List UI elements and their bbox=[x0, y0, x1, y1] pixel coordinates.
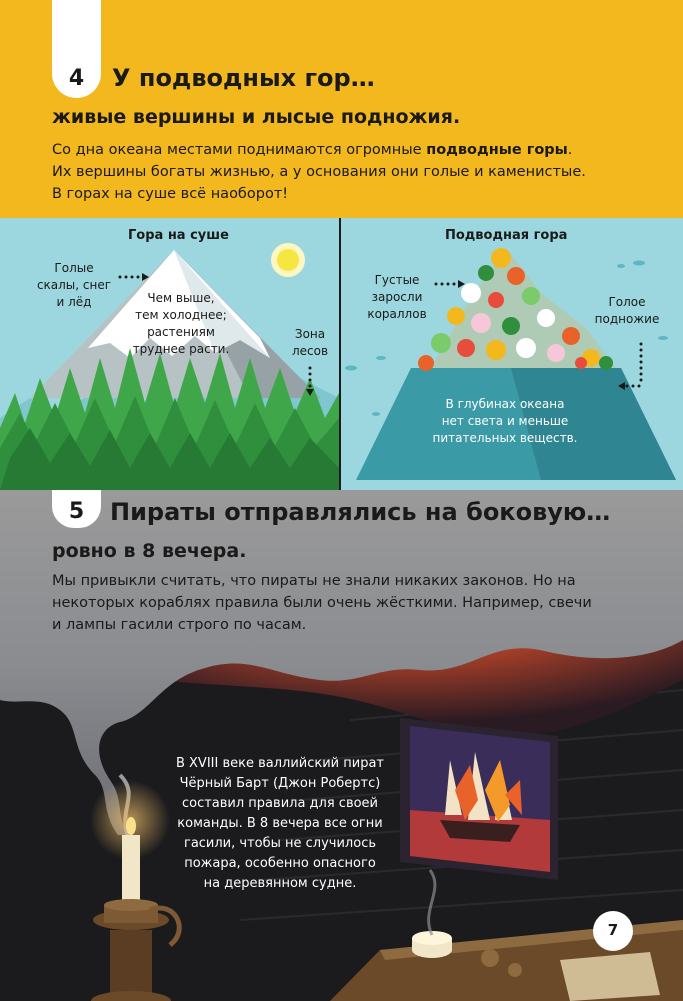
label-forest-zone: Зона лесов bbox=[291, 327, 329, 358]
section-5-body-line-3: и лампы гасили строго по часам. bbox=[52, 617, 307, 633]
seamount-illustration bbox=[341, 218, 683, 490]
section-5-number-tab bbox=[52, 490, 101, 528]
sea-panel-title: Подводная гора bbox=[445, 228, 568, 243]
section-5-body-line-1: Мы привыкли считать, что пираты не знали никаких законов. Но на bbox=[52, 573, 576, 589]
page-number: 7 bbox=[607, 921, 619, 939]
land-mountain-panel bbox=[0, 218, 339, 490]
label-bare-foot: Голое подножие bbox=[594, 295, 660, 326]
section-5-body-line-2: некоторых кораблях правила были очень жёсткими. Например, свечи bbox=[52, 595, 592, 611]
page-number-badge bbox=[593, 911, 633, 951]
pirate-night-scene bbox=[0, 490, 683, 1001]
section-5-title: Пираты отправлялись на боковую… bbox=[110, 498, 611, 526]
label-bare-rocks: Голые скалы, снег и лёд bbox=[36, 261, 112, 309]
arrow-bare-rocks bbox=[119, 273, 150, 281]
section-4-body-line-1: Со дна океана местами поднимаются огромные подводные горы. bbox=[52, 142, 573, 158]
section-4-body bbox=[52, 139, 652, 205]
land-panel-title: Гора на суше bbox=[128, 228, 229, 243]
section-4-number: 4 bbox=[68, 66, 85, 91]
section-4-title: У подводных гор… bbox=[112, 64, 375, 92]
seamount-panel bbox=[341, 218, 683, 490]
section-5-number: 5 bbox=[68, 499, 85, 524]
label-corals: Густые заросли кораллов bbox=[367, 273, 427, 321]
arrow-corals bbox=[435, 280, 466, 288]
section-4-subtitle: живые вершины и лысые подножия. bbox=[52, 106, 461, 128]
section-4-number-tab bbox=[52, 0, 101, 98]
section-5-illustration bbox=[0, 490, 683, 1001]
label-deep-ocean: В глубинах океана нет света и меньше питательных веществ. bbox=[432, 397, 578, 445]
section-4-body-line-2: Их вершины богаты жизнью, а у основания они голые и каменистые. bbox=[52, 164, 586, 180]
highlight-seamounts: подводные горы bbox=[426, 142, 568, 158]
section-5-body bbox=[52, 570, 672, 636]
pirate-rules-story: В XVIII веке валлийский пират Чёрный Барт (Джон Робертс) составил правила для своей команды. В 8 вечера все огни гасили, чтобы не случилось пожара, особенно опасного на деревянном судне. bbox=[175, 756, 385, 891]
label-colder-higher: Чем выше, тем холоднее; растениям труднее расти. bbox=[132, 291, 230, 356]
section-5-subtitle: ровно в 8 вечера. bbox=[52, 540, 247, 562]
section-4-body-line-3: В горах на суше всё наоборот! bbox=[52, 186, 289, 202]
